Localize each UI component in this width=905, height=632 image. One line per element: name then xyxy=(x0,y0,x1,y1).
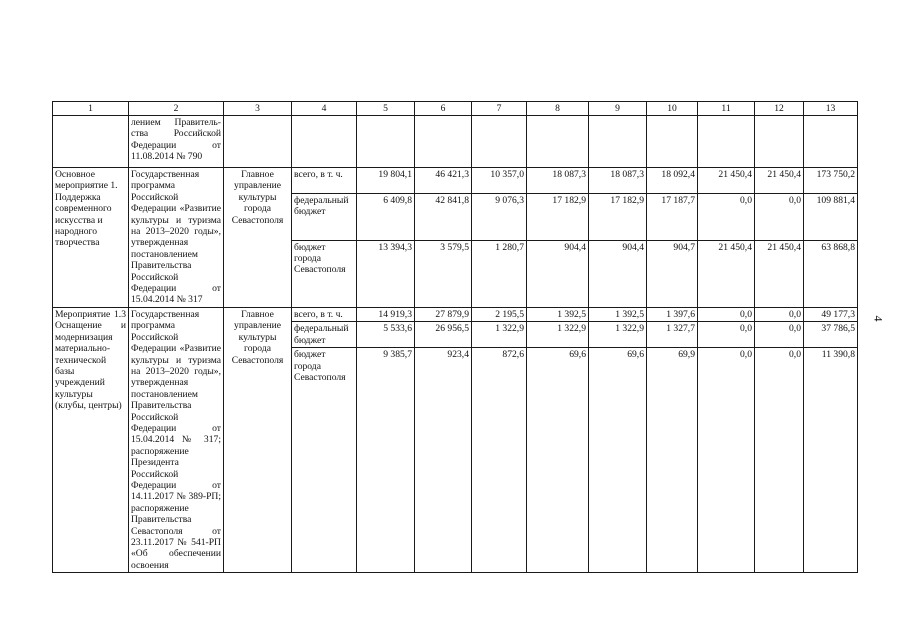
header-cell: 1 xyxy=(53,102,129,116)
header-cell: 12 xyxy=(755,102,804,116)
executor: Главное управление культуры города Севастополя xyxy=(224,307,292,572)
value-cell: 1 392,5 xyxy=(527,307,589,321)
value-cell: 0,0 xyxy=(698,307,755,321)
value-cell: 49 177,3 xyxy=(804,307,858,321)
value-cell: 1 397,6 xyxy=(647,307,698,321)
value-cell: 1 392,5 xyxy=(589,307,647,321)
program-basis: Государственная программа Российской Федерации «Развитие культуры и туризма на 2013–2020 годы», утвержденная постановлением Правительства Российской Федерации от 15.04.2014 № 317 xyxy=(129,168,224,308)
value-cell: 17 182,9 xyxy=(589,194,647,241)
funding-label: всего, в т. ч. xyxy=(292,168,357,194)
value-cell: 18 087,3 xyxy=(589,168,647,194)
value-cell: 17 182,9 xyxy=(527,194,589,241)
value-cell: 21 450,4 xyxy=(698,168,755,194)
value-cell: 19 804,1 xyxy=(357,168,415,194)
value-cell: 9 385,7 xyxy=(357,348,415,573)
value-cell: 173 750,2 xyxy=(804,168,858,194)
value-cell: 904,4 xyxy=(589,240,647,307)
header-row xyxy=(53,102,858,116)
value-cell: 1 322,9 xyxy=(589,322,647,348)
value-cell: 3 579,5 xyxy=(415,240,472,307)
activity-name: Мероприятие 1.3 Оснащение и модернизация материально-технической базы учреждений культуры (клубы, центры) xyxy=(53,307,129,572)
program-text-continued: лением Правитель-ства Российской Федерации от 11.08.2014 № 790 xyxy=(129,116,224,168)
value-cell: 1 322,9 xyxy=(472,322,527,348)
header-cell: 13 xyxy=(804,102,858,116)
value-cell: 1 327,7 xyxy=(647,322,698,348)
header-cell: 6 xyxy=(415,102,472,116)
value-cell: 904,7 xyxy=(647,240,698,307)
value-cell: 5 533,6 xyxy=(357,322,415,348)
value-cell: 872,6 xyxy=(472,348,527,573)
value-cell: 0,0 xyxy=(755,322,804,348)
value-cell: 21 450,4 xyxy=(698,240,755,307)
value-cell: 69,9 xyxy=(647,348,698,573)
funding-label: всего, в т. ч. xyxy=(292,307,357,321)
value-cell: 11 390,8 xyxy=(804,348,858,573)
value-cell: 21 450,4 xyxy=(755,168,804,194)
funding-label: бюджет города Севастополя xyxy=(292,348,357,573)
header-cell: 5 xyxy=(357,102,415,116)
table-row xyxy=(53,307,858,321)
executor: Главное управление культуры города Севастополя xyxy=(224,168,292,308)
value-cell: 0,0 xyxy=(698,322,755,348)
funding-label: федеральный бюджет xyxy=(292,194,357,241)
value-cell: 14 919,3 xyxy=(357,307,415,321)
value-cell: 2 195,5 xyxy=(472,307,527,321)
value-cell: 17 187,7 xyxy=(647,194,698,241)
value-cell: 13 394,3 xyxy=(357,240,415,307)
funding-label: федеральный бюджет xyxy=(292,322,357,348)
value-cell: 904,4 xyxy=(527,240,589,307)
value-cell: 0,0 xyxy=(698,194,755,241)
header-cell: 2 xyxy=(129,102,224,116)
value-cell: 6 409,8 xyxy=(357,194,415,241)
value-cell: 9 076,3 xyxy=(472,194,527,241)
value-cell: 69,6 xyxy=(527,348,589,573)
value-cell: 63 868,8 xyxy=(804,240,858,307)
value-cell: 46 421,3 xyxy=(415,168,472,194)
value-cell: 37 786,5 xyxy=(804,322,858,348)
value-cell: 27 879,9 xyxy=(415,307,472,321)
value-cell: 42 841,8 xyxy=(415,194,472,241)
value-cell: 69,6 xyxy=(589,348,647,573)
value-cell: 0,0 xyxy=(755,194,804,241)
funding-label: бюджет города Севастополя xyxy=(292,240,357,307)
value-cell: 109 881,4 xyxy=(804,194,858,241)
value-cell: 0,0 xyxy=(698,348,755,573)
table-row xyxy=(53,168,858,194)
value-cell: 26 956,5 xyxy=(415,322,472,348)
continuation-row xyxy=(53,116,858,168)
value-cell: 1 280,7 xyxy=(472,240,527,307)
header-cell: 7 xyxy=(472,102,527,116)
header-cell: 10 xyxy=(647,102,698,116)
value-cell: 18 092,4 xyxy=(647,168,698,194)
page-number: 4 xyxy=(871,315,886,322)
value-cell: 10 357,0 xyxy=(472,168,527,194)
activity-name: Основное мероприятие 1. Поддержка современного искусства и народного творчества xyxy=(53,168,129,308)
header-cell: 3 xyxy=(224,102,292,116)
program-basis: Государственная программа Российской Федерации «Развитие культуры и туризма на 2013–2020 годы», утвержденная постановлением Правительства Российской Федерации от 15.04.2014 № 317; распоряжение Президента Российской Федерации от 14.11.2017 № 389-РП; распоряжение Правительства Севастополя от 23.11.2017 № 541-РП «Об обеспечении освоения xyxy=(129,307,224,572)
header-cell: 9 xyxy=(589,102,647,116)
header-cell: 11 xyxy=(698,102,755,116)
value-cell: 1 322,9 xyxy=(527,322,589,348)
value-cell: 0,0 xyxy=(755,307,804,321)
value-cell: 0,0 xyxy=(755,348,804,573)
budget-table xyxy=(52,101,858,573)
value-cell: 21 450,4 xyxy=(755,240,804,307)
value-cell: 923,4 xyxy=(415,348,472,573)
value-cell: 18 087,3 xyxy=(527,168,589,194)
header-cell: 4 xyxy=(292,102,357,116)
header-cell: 8 xyxy=(527,102,589,116)
